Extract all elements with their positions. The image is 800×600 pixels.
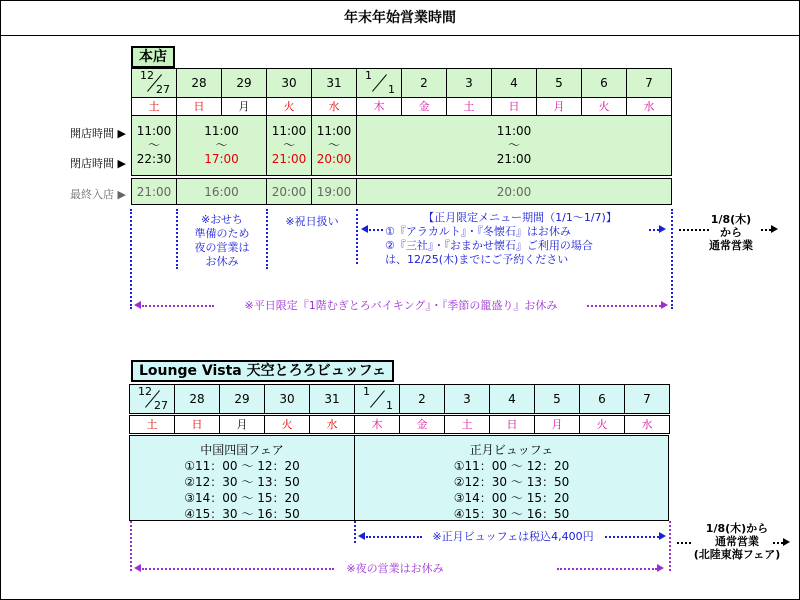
guide-line bbox=[773, 542, 783, 544]
lounge-resume-note: 1/8(木)から 通常営業 (北陸東海フェア) bbox=[693, 522, 781, 561]
arrow-right-icon bbox=[659, 225, 666, 233]
arrow-left-icon bbox=[361, 225, 368, 233]
date-day: 27 bbox=[154, 399, 168, 412]
guide-line bbox=[366, 536, 422, 538]
weekday-cell: 水 bbox=[311, 97, 357, 116]
last-entry-label: 最終入店 ▶ bbox=[70, 188, 126, 201]
lounge-label: Lounge Vista 天空とろろビュッフェ bbox=[131, 360, 394, 382]
hours-cell bbox=[176, 115, 267, 176]
guide-line bbox=[669, 521, 671, 571]
weekday-cell: 火 bbox=[264, 415, 310, 434]
guide-line bbox=[649, 229, 659, 231]
guide-line bbox=[354, 521, 356, 543]
weekday-cell: 木 bbox=[356, 97, 402, 116]
date-cell bbox=[131, 68, 177, 98]
guide-line bbox=[142, 568, 334, 570]
date-cell bbox=[356, 68, 402, 98]
note-weekday-buffet: ※平日限定『1階むぎとろバイキング』・『季節の籠盛り』お休み bbox=[244, 299, 558, 312]
date-month: 12 bbox=[140, 69, 154, 82]
weekday-cell: 水 bbox=[626, 97, 672, 116]
date-cell: 7 bbox=[626, 68, 672, 98]
date-day: 27 bbox=[156, 83, 170, 96]
weekday-cell: 日 bbox=[176, 97, 222, 116]
guide-line bbox=[356, 209, 358, 264]
arrow-left-icon bbox=[134, 301, 141, 309]
weekday-cell: 土 bbox=[131, 97, 177, 116]
guide-line bbox=[761, 229, 771, 231]
date-cell: 31 bbox=[309, 384, 355, 414]
last-entry-cell: 20:00 bbox=[266, 178, 312, 205]
weekday-cell: 木 bbox=[354, 415, 400, 434]
date-cell: 3 bbox=[446, 68, 492, 98]
date-cell: 28 bbox=[176, 68, 222, 98]
date-cell: 6 bbox=[581, 68, 627, 98]
weekday-cell: 土 bbox=[129, 415, 175, 434]
guide-line bbox=[557, 568, 657, 570]
tilde-separator: 〜 bbox=[215, 138, 228, 152]
arrow-left-icon bbox=[134, 564, 141, 572]
date-cell: 29 bbox=[219, 384, 265, 414]
tilde-separator: 〜 bbox=[282, 138, 295, 152]
hours-cell bbox=[266, 115, 312, 176]
weekday-cell: 土 bbox=[444, 415, 490, 434]
fair-new-year-buffet: 正月ビュッフェ ①11：00 〜 12：20 ②12：30 〜 13：50 ③14：00 〜 15：20 ④15：30 〜 16：50 bbox=[354, 435, 669, 521]
fair-chugoku-shikoku: 中国四国フェア ①11：00 〜 12：20 ②12：30 〜 13：50 ③14：00 〜 15：20 ④15：30 〜 16：50 bbox=[129, 435, 355, 521]
note-osechi: ※おせち 準備のため 夜の営業は お休み bbox=[194, 213, 250, 268]
date-fraction bbox=[130, 385, 174, 413]
open-time-label: 開店時間 ▶ bbox=[70, 127, 126, 140]
weekday-cell: 土 bbox=[446, 97, 492, 116]
weekday-cell: 金 bbox=[399, 415, 445, 434]
page-title: 年末年始営業時間 bbox=[1, 1, 799, 36]
date-cell: 7 bbox=[624, 384, 670, 414]
arrow-right-icon bbox=[771, 225, 778, 233]
close-time: 21:00 bbox=[271, 152, 307, 166]
guide-line bbox=[176, 209, 178, 269]
date-cell: 29 bbox=[221, 68, 267, 98]
date-cell: 4 bbox=[489, 384, 535, 414]
date-month: 1 bbox=[365, 69, 372, 82]
close-time-label: 閉店時間 ▶ bbox=[70, 157, 126, 170]
date-cell: 6 bbox=[579, 384, 625, 414]
note-buffet-price: ※正月ビュッフェは税込4,400円 bbox=[432, 530, 594, 543]
date-day: 1 bbox=[388, 83, 395, 96]
weekday-cell: 水 bbox=[624, 415, 670, 434]
hours-cell bbox=[131, 115, 177, 176]
note-newyear-menu: 【正月限定メニュー期間（1/1〜1/7)】 ①『アラカルト』・『冬懐石』はお休み ②『三社』・『おまかせ懐石』ご利用の場合 は、12/25(木)までにご予約ください bbox=[385, 211, 617, 266]
tilde-separator: 〜 bbox=[327, 138, 340, 152]
slash-divider bbox=[372, 74, 387, 91]
close-time: 22:30 bbox=[136, 152, 172, 166]
weekday-cell: 金 bbox=[401, 97, 447, 116]
tilde-separator: 〜 bbox=[507, 138, 520, 152]
note-night-closed: ※夜の営業はお休み bbox=[346, 562, 444, 575]
open-time: 11:00 bbox=[204, 124, 239, 138]
close-time: 17:00 bbox=[204, 152, 239, 166]
open-time: 11:00 bbox=[496, 124, 532, 138]
arrow-right-icon bbox=[783, 538, 790, 546]
date-cell: 2 bbox=[399, 384, 445, 414]
guide-line bbox=[671, 209, 673, 309]
close-time: 21:00 bbox=[496, 152, 532, 166]
last-entry-cell: 21:00 bbox=[131, 178, 177, 205]
guide-line bbox=[587, 305, 661, 307]
arrow-right-icon bbox=[661, 301, 668, 309]
hours-cell bbox=[356, 115, 672, 176]
open-time: 11:00 bbox=[316, 124, 352, 138]
close-time: 20:00 bbox=[316, 152, 352, 166]
date-cell: 30 bbox=[266, 68, 312, 98]
note-holiday: ※祝日扱い bbox=[285, 215, 339, 228]
last-entry-cell: 16:00 bbox=[176, 178, 267, 205]
weekday-cell: 日 bbox=[489, 415, 535, 434]
guide-line bbox=[130, 209, 132, 309]
weekday-cell: 水 bbox=[309, 415, 355, 434]
date-fraction bbox=[355, 385, 399, 413]
weekday-cell: 月 bbox=[534, 415, 580, 434]
weekday-cell: 火 bbox=[266, 97, 312, 116]
date-month: 1 bbox=[363, 385, 370, 398]
arrow-right-icon bbox=[657, 564, 664, 572]
guide-line bbox=[369, 229, 383, 231]
last-entry-cell: 19:00 bbox=[311, 178, 357, 205]
guide-line bbox=[130, 521, 132, 571]
weekday-cell: 火 bbox=[581, 97, 627, 116]
honten-resume-note: 1/8(木) から 通常営業 bbox=[709, 213, 753, 252]
guide-line bbox=[605, 536, 659, 538]
weekday-cell: 火 bbox=[579, 415, 625, 434]
weekday-cell: 月 bbox=[219, 415, 265, 434]
date-fraction bbox=[132, 69, 176, 97]
guide-line bbox=[142, 305, 214, 307]
open-time: 11:00 bbox=[271, 124, 307, 138]
hours-cell bbox=[311, 115, 357, 176]
weekday-cell: 日 bbox=[491, 97, 537, 116]
date-cell bbox=[129, 384, 175, 414]
date-cell: 5 bbox=[536, 68, 582, 98]
date-fraction bbox=[357, 69, 401, 97]
slash-divider bbox=[370, 390, 385, 407]
date-cell: 4 bbox=[491, 68, 537, 98]
tilde-separator: 〜 bbox=[147, 138, 160, 152]
date-cell bbox=[354, 384, 400, 414]
weekday-cell: 日 bbox=[174, 415, 220, 434]
date-cell: 3 bbox=[444, 384, 490, 414]
date-cell: 2 bbox=[401, 68, 447, 98]
honten-label: 本店 bbox=[131, 46, 175, 68]
arrow-left-icon bbox=[358, 532, 365, 540]
date-cell: 28 bbox=[174, 384, 220, 414]
last-entry-cell: 20:00 bbox=[356, 178, 672, 205]
guide-line bbox=[266, 209, 268, 269]
arrow-right-icon bbox=[659, 532, 666, 540]
date-cell: 5 bbox=[534, 384, 580, 414]
date-day: 1 bbox=[386, 399, 393, 412]
weekday-cell: 月 bbox=[536, 97, 582, 116]
date-month: 12 bbox=[138, 385, 152, 398]
date-cell: 30 bbox=[264, 384, 310, 414]
open-time: 11:00 bbox=[136, 124, 172, 138]
date-cell: 31 bbox=[311, 68, 357, 98]
weekday-cell: 月 bbox=[221, 97, 267, 116]
